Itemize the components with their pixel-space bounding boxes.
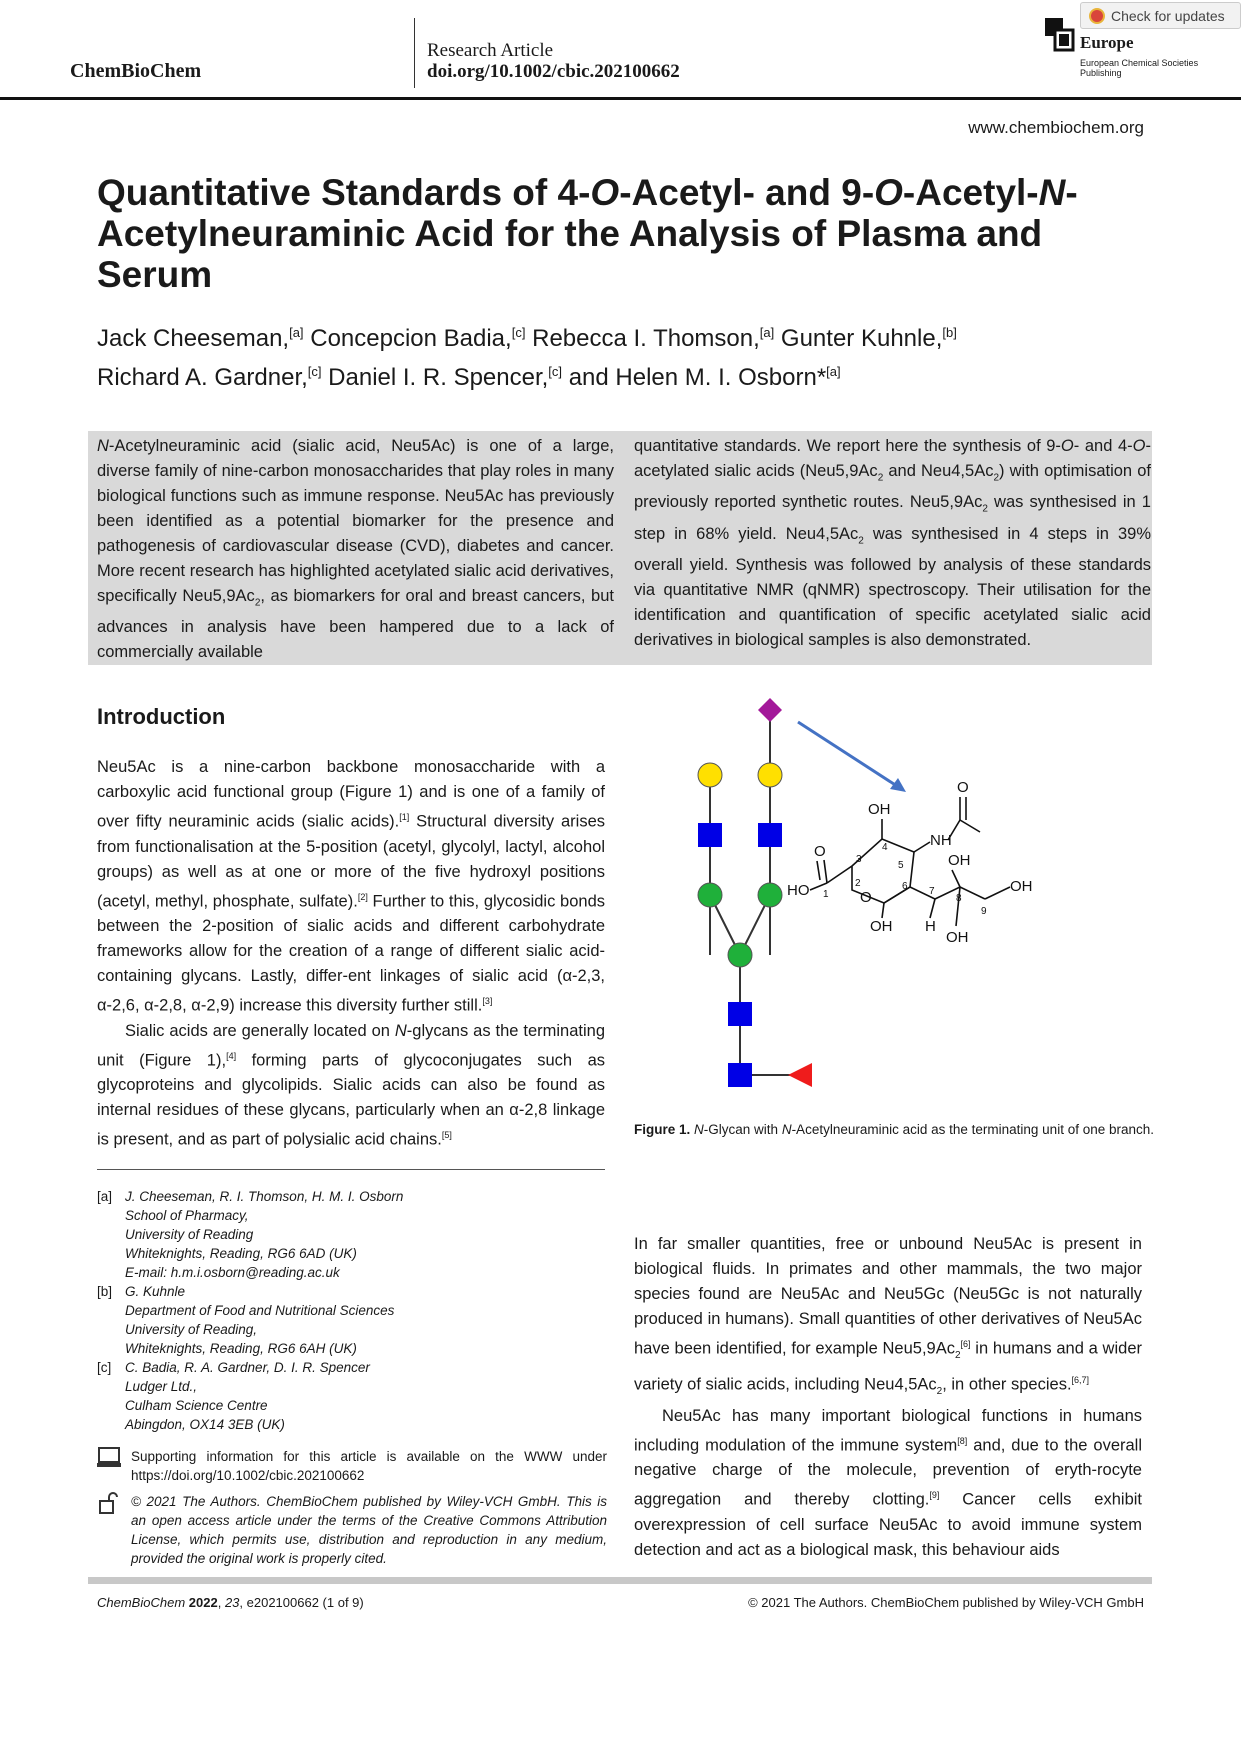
svg-text:8: 8 [956, 893, 962, 904]
email-link[interactable]: E-mail: h.m.i.osborn@reading.ac.uk [125, 1265, 340, 1280]
article-title: Quantitative Standards of 4-O-Acetyl- and 9-O-Acetyl-N- Acetylneuraminic Acid for the Analysis of Plasma and Serum [97, 172, 1078, 295]
publisher-logo-text: Europe [1080, 33, 1134, 52]
check-updates-icon [1089, 8, 1105, 24]
footnote-separator [97, 1169, 605, 1170]
svg-text:OH: OH [1010, 878, 1033, 895]
computer-icon [97, 1447, 121, 1469]
svg-text:OH: OH [948, 852, 971, 869]
mannose-circle-icon [758, 883, 782, 907]
neu5ac-diamond-icon [758, 698, 782, 722]
glcnac-square-icon [728, 1063, 752, 1087]
journal-name: ChemBioChem [70, 60, 202, 82]
affiliation-c: [c] C. Badia, R. A. Gardner, D. I. R. Spencer Ludger Ltd., Culham Science Centre Abingdon, OX14 3EB (UK) [97, 1360, 370, 1432]
affiliations [97, 1187, 627, 1434]
svg-text:HO: HO [787, 882, 810, 899]
svg-text:O: O [814, 843, 826, 860]
galactose-circle-icon [758, 763, 782, 787]
arrow-icon [798, 722, 900, 788]
mannose-circle-icon [728, 943, 752, 967]
svg-text:O: O [957, 779, 969, 796]
supporting-info-note: Supporting information for this article is available on the WWW under https://doi.org/10.1002/cbic.202100662 [97, 1447, 607, 1485]
figure-1 [630, 690, 1160, 1110]
body-text-right: In far smaller quantities, free or unbound Neu5Ac is present in biological fluids. In primates and other mammals, the two major species found are Neu5Ac and Neu5Gc (Neu5Gc is not naturally produced in humans). Small quantities of other derivatives of Neu5Ac have been identified, for example $Neu5,9Ac_2[6]$ in humans and a wider variety of sialic acids, including $Neu4,5Ac_2$, in other species.[6,7] Neu5Ac has many important biological functions in humans including modulation of the immune system[8] and, due to the overall negative charge of the molecule, prevention of eryth-rocyte aggregation and thereby clotting.[9] Cancer cells exhibit overexpression of cell surface Neu5Ac to avoid immune system detection and act as a biological mask, this behaviour aids [634, 1235, 1142, 1559]
neu5ac-structure [810, 797, 1010, 926]
affiliation-a: [a] J. Cheeseman, R. I. Thomson, H. M. I. Osborn School of Pharmacy, University of Reading Whiteknights, Reading, RG6 6AD (UK) E-mail: h.m.i.osborn@reading.ac.uk [97, 1189, 404, 1280]
glcnac-square-icon [698, 823, 722, 847]
license-note: © 2021 The Authors. ChemBioChem published by Wiley-VCH GmbH. This is an open access article under the terms of the Creative Commons Attribution License, which permits use, distribution and reproduction in any medium, provided the original work is properly cited. [97, 1492, 607, 1568]
intro-text: Neu5Ac is a nine-carbon backbone monosaccharide with a carboxylic acid functional group (Figure 1) and is one of a family of over fifty neuraminic acids (sialic acids).[1] Structural diversity arises from functionalisation at the 5-position (acetyl, glycolyl, lactyl, alcohol groups) as well as at one or more of the five hydroxyl positions (acetyl, methyl, phosphate, sulfate).[2] Further to this, glycosidic bonds between the 2-position of sialic acids and different carbohydrate frameworks allow for the creation of a range of different sialic acid-containing glycans. Lastly, differ-ent linkages of sialic acid (α-2,3, α-2,6, α-2,8, α-2,9) increase this diversity further still.[3] Sialic acids are generally located on N-glycans as the terminating unit (Figure 1),[4] forming parts of glycoconjugates such as glycoproteins and glycolipids. Sialic acids can also be found as internal residues of these glycans, particularly when an α-2,8 linkage is present, and as part of polysialic acid chains.[5] [97, 758, 606, 1149]
footer-citation: ChemBioChem 2022, 23, e202100662 (1 of 9) [97, 1595, 364, 1610]
svg-text:6: 6 [902, 881, 908, 892]
svg-text:2: 2 [855, 878, 861, 889]
galactose-circle-icon [698, 763, 722, 787]
figure-caption: Figure 1. N-Glycan with N-Acetylneuraminic acid as the terminating unit of one branch. [634, 1122, 1155, 1137]
mannose-circle-icon [698, 883, 722, 907]
svg-text:NH: NH [930, 832, 952, 849]
check-updates-label: Check for updates [1111, 7, 1225, 24]
author-list: Jack Cheeseman,[a] Concepcion Badia,[c] Rebecca I. Thomson,[a] Gunter Kuhnle,[b] Richard A. Gardner,[c] Daniel I. R. Spencer,[c] and Helen M. I. Osborn*[a] [97, 325, 957, 391]
footer-copyright: © 2021 The Authors. ChemBioChem published by Wiley-VCH GmbH [748, 1595, 1144, 1610]
doi-link[interactable]: doi.org/10.1002/cbic.202100662 [427, 61, 680, 82]
svg-text:OH: OH [868, 801, 891, 818]
glcnac-square-icon [758, 823, 782, 847]
svg-text:3: 3 [856, 854, 862, 865]
svg-text:5: 5 [898, 860, 904, 871]
svg-text:9: 9 [981, 906, 987, 917]
section-heading: Introduction [97, 704, 226, 729]
svg-text:7: 7 [929, 886, 935, 897]
footer-rule [88, 1577, 1152, 1584]
svg-text:O: O [860, 889, 872, 906]
svg-text:OH: OH [946, 929, 969, 946]
svg-text:1: 1 [823, 889, 829, 900]
journal-website[interactable]: www.chembiochem.org [968, 118, 1144, 137]
glcnac-square-icon [728, 1002, 752, 1026]
publisher-subtitle: European Chemical Societies Publishing [1080, 58, 1199, 78]
svg-text:OH: OH [870, 918, 893, 935]
article-type: Research Article [427, 40, 554, 61]
abstract-right: quantitative standards. We report here the synthesis of 9-O- and 4-O-acetylated sialic acids ($Neu5,9Ac_2$ and $Neu4,5Ac_2$) with optimisation of previously reported synthetic routes. $Neu5,9Ac_2$ was synthesised in 1 step in 68% yield. $Neu4,5Ac_2$ was synthesised in 4 steps in 39% overall yield. Synthesis was followed by analysis of these standards via quantitative NMR (qNMR) spectroscopy. Their utilisation for the identification and quantification of specific acetylated sialic acid derivatives in biological samples is also demonstrated. [634, 437, 1152, 649]
check-updates-button[interactable] [1080, 2, 1241, 29]
fucose-triangle-icon [788, 1063, 812, 1087]
open-access-lock-icon [97, 1492, 121, 1514]
header-divider [414, 18, 415, 88]
svg-text:H: H [925, 918, 936, 935]
chemistry-europe-logo-icon [1045, 18, 1075, 52]
arrowhead-icon [890, 778, 906, 792]
abstract-left: N-Acetylneuraminic acid (sialic acid, Neu5Ac) is one of a large, diverse family of nine-carbon monosaccharides that play roles in many biological functions such as immune response. Neu5Ac has previously been identified as a potential biomarker for the presence and pathogenesis of cardiovascular disease (CVD), diabetes and cancer. More recent research has highlighted acetylated sialic acid derivatives, specifically $Neu5,9Ac_2$, as biomarkers for oral and breast cancers, but advances in analysis have been hampered due to a lack of commercially available [97, 437, 614, 662]
affiliation-b: [b] G. Kuhnle Department of Food and Nutritional Sciences University of Reading, Whiteknights, Reading, RG6 6AH (UK) [97, 1284, 395, 1356]
svg-text:4: 4 [882, 842, 888, 853]
header-rule [0, 97, 1241, 100]
